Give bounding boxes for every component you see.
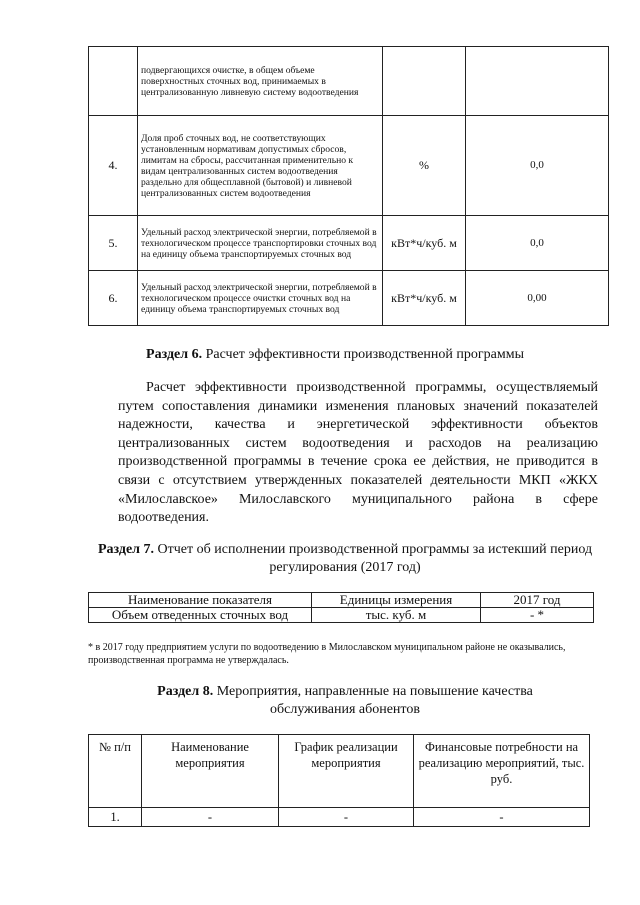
indicator-unit: кВт*ч/куб. м [383,216,466,271]
table-header-row [89,735,590,808]
cell-unit: тыс. куб. м [312,608,481,623]
row-number [89,47,138,116]
table-row [89,47,609,116]
cell-schedule: - [279,808,414,827]
header-financial-needs: Финансовые потребности на реализацию мероприятий, тыс. руб. [414,735,590,808]
header-indicator: Наименование показателя [89,593,312,608]
table-header-row [89,593,594,608]
indicator-unit [383,47,466,116]
header-measure-name: Наименование мероприятия [142,735,279,808]
indicator-unit: % [383,116,466,216]
section8-label: Раздел 8. [157,684,214,699]
indicator-value [466,47,609,116]
row-number: 4. [89,116,138,216]
indicators-table [88,46,609,326]
indicator-name: подвергающихся очистке, в общем объеме поверхностных сточных вод, принимаемых в централизованную ливневую систему водоотведения [138,47,383,116]
section8-title: Мероприятия, направленные на повышение качества обслуживания абонентов [213,684,533,717]
cell-number: 1. [89,808,142,827]
section6-label: Раздел 6. [146,347,203,362]
header-unit: Единицы измерения [312,593,481,608]
indicator-name: Удельный расход электрической энергии, потребляемой в технологическом процессе очистки сточных вод на единицу объема транспортируемых сточных вод [138,271,383,326]
header-schedule: График реализации мероприятия [279,735,414,808]
section7-title: Отчет об исполнении производственной программы за истекший период регулирования (2017 год) [154,542,593,575]
cell-financial-needs: - [414,808,590,827]
row-number: 5. [89,216,138,271]
table-row [89,271,609,326]
cell-measure-name: - [142,808,279,827]
section6-paragraph: Расчет эффективности производственной программы, осуществляемый путем сопоставления динамики изменения плановых значений показателей надежности, качества и энергетической эффективности объектов централизованных систем водоотведения и расходов на реализацию производственной программы в течение срока ее действия, не приводится в связи с отсутствием утвержденных показателей деятельности МКП «ЖКХ «Милославское» Милославского муниципального района в сфере водоотведения. [118,380,598,526]
section6-title: Расчет эффективности производственной программы [202,347,524,362]
table-row [89,116,609,216]
cell-indicator: Объем отведенных сточных вод [89,608,312,623]
section7-footnote: * в 2017 году предприятием услуги по водоотведению в Милославском муниципальном районе не оказывались, производственная программа не утверждалась. [88,642,566,666]
table-row [89,608,594,623]
cell-value: - * [481,608,594,623]
header-number: № п/п [89,735,142,808]
section7-label: Раздел 7. [97,542,155,557]
indicator-value: 0,00 [466,271,609,326]
indicator-name: Удельный расход электрической энергии, потребляемой в технологическом процессе транспортировки сточных вод на единицу объема транспортируемых сточных вод [138,216,383,271]
table-row [89,808,590,827]
section7-heading [95,541,595,577]
header-year: 2017 год [481,593,594,608]
indicator-name: Доля проб сточных вод, не соответствующих установленным нормативам допустимых сбросов, лимитам на сбросы, рассчитанная применительно к видам централизованных систем водоотведения раздельно для общесплавной (бытовой) и ливневой централизованных систем водоотведения [138,116,383,216]
measures-table [88,734,590,827]
row-number: 6. [89,271,138,326]
section6-heading [60,346,610,364]
indicator-value: 0,0 [466,216,609,271]
table-row [89,216,609,271]
execution-report-table [88,592,594,623]
indicator-value: 0,0 [466,116,609,216]
indicator-unit: кВт*ч/куб. м [383,271,466,326]
section8-heading [120,683,570,719]
